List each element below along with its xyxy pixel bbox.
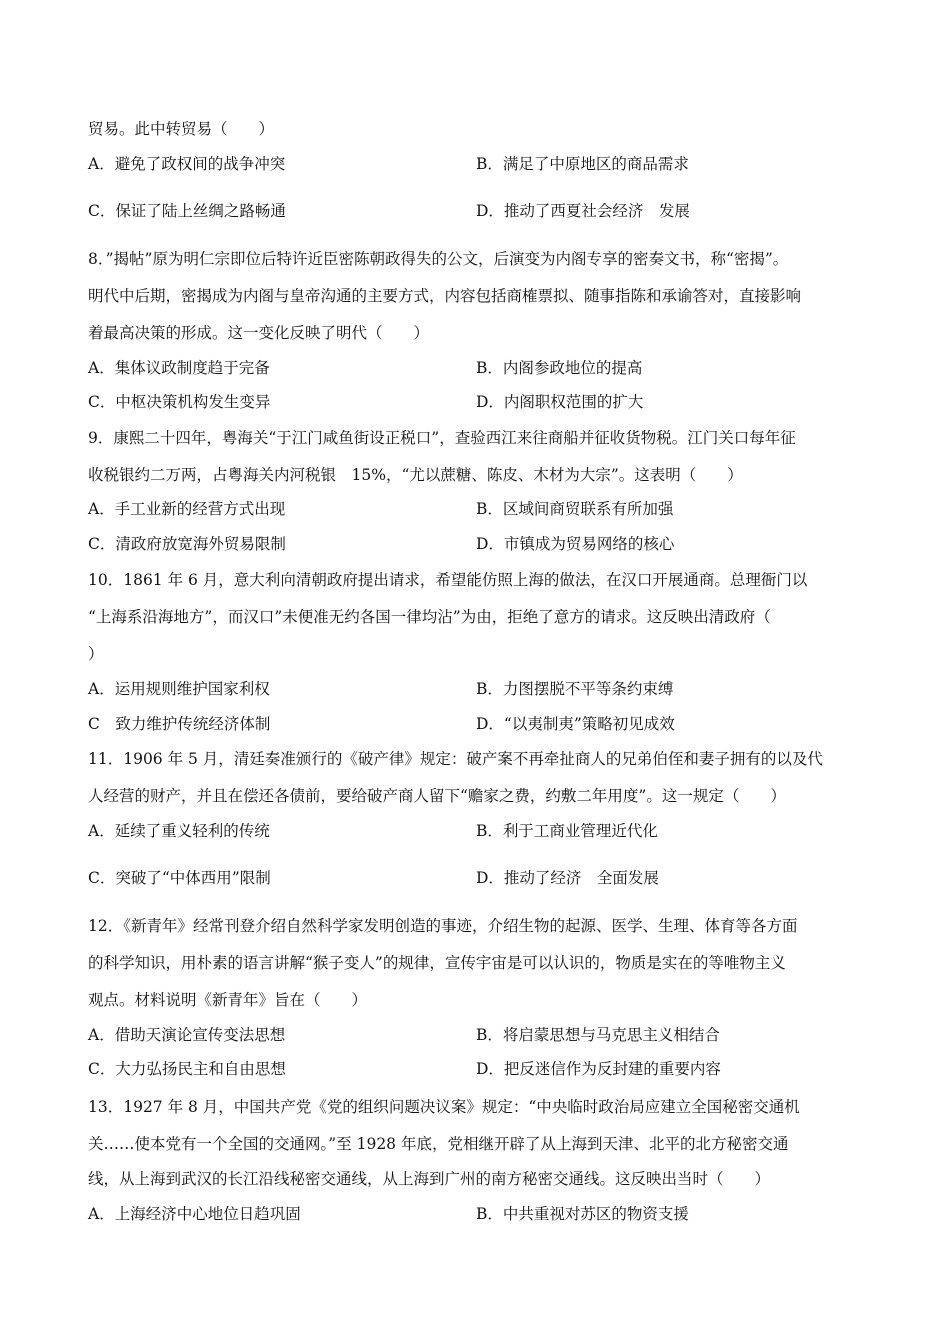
q7-stem-tail: 贸易。此中转贸易（ ） xyxy=(88,120,275,138)
q9-option-b[interactable]: B．区域间商贸联系有所加强 xyxy=(476,500,674,518)
q12-option-b[interactable]: B．将启蒙思想与马克思主义相结合 xyxy=(476,1026,720,1044)
q10-stem-line-1: 10．1861 年 6 月，意大利向清朝政府提出请求，希望能仿照上海的做法，在汉口开展通商。总理衙门以 xyxy=(88,571,808,589)
q11-option-c[interactable]: C．突破了“中体西用”限制 xyxy=(88,869,271,887)
q10-option-c[interactable]: C 致力维护传统经济体制 xyxy=(88,715,271,733)
q8-option-a[interactable]: A．集体议政制度趋于完备 xyxy=(88,359,270,377)
q7-option-c[interactable]: C．保证了陆上丝绸之路畅通 xyxy=(88,202,286,220)
q11-option-a[interactable]: A．延续了重义轻利的传统 xyxy=(88,822,270,840)
q10-stem-line-2: “上海系沿海地方”，而汉口”未便准无约各国一律均沾”为由，拒绝了意方的请求。这反映出清政府（ xyxy=(88,608,771,626)
q11-stem-line-2: 人经营的财产，并且在偿还各债前，要给破产商人留下“赡家之费，约敷二年用度”。这一规定（ ） xyxy=(88,787,786,805)
q13-stem-line-2: 关……使本党有一个全国的交通网。”至 1928 年底，党相继开辟了从上海到天津、北平的北方秘密交通 xyxy=(88,1135,789,1153)
q9-option-c[interactable]: C．清政府放宽海外贸易限制 xyxy=(88,535,286,553)
q9-stem-line-1: 9．康熙二十四年，粤海关“于江门咸鱼街设正税口”，查验西江来往商船并征收货物税。江门关口每年征 xyxy=(88,429,796,447)
q11-option-d[interactable]: D．推动了经济 全面发展 xyxy=(476,869,659,887)
q8-stem-line-3: 着最高决策的形成。这一变化反映了明代（ ） xyxy=(88,324,430,342)
q12-option-a[interactable]: A．借助天演论宣传变法思想 xyxy=(88,1026,286,1044)
q8-option-d[interactable]: D．内阁职权范围的扩大 xyxy=(476,393,644,411)
q11-option-b[interactable]: B．利于工商业管理近代化 xyxy=(476,822,658,840)
q11-stem-line-1: 11．1906 年 5 月，清廷奏准颁行的《破产律》规定：破产案不再牵扯商人的兄弟伯侄和妻子拥有的以及代 xyxy=(88,750,823,768)
q8-stem-line-2: 明代中后期，密揭成为内阁与皇帝沟通的主要方式，内容包括商榷票拟、随事指陈和承谕答对，直接影响 xyxy=(88,287,802,305)
q10-stem-line-3: ） xyxy=(88,645,104,663)
q9-option-a[interactable]: A．手工业新的经营方式出现 xyxy=(88,500,286,518)
q9-option-d[interactable]: D．市镇成为贸易网络的核心 xyxy=(476,535,675,553)
q10-option-b[interactable]: B．力图摆脱不平等条约束缚 xyxy=(476,680,674,698)
q10-option-a[interactable]: A．运用规则维护国家利权 xyxy=(88,680,270,698)
q7-option-a[interactable]: A．避免了政权间的战争冲突 xyxy=(88,155,286,173)
q7-option-b[interactable]: B．满足了中原地区的商品需求 xyxy=(476,155,689,173)
q8-option-b[interactable]: B．内阁参政地位的提高 xyxy=(476,359,643,377)
q13-stem-line-1: 13．1927 年 8 月，中国共产党《党的组织问题决议案》规定：“中央临时政治局应建立全国秘密交通机 xyxy=(88,1098,800,1116)
q12-option-c[interactable]: C．大力弘扬民主和自由思想 xyxy=(88,1060,286,1078)
q8-stem-line-1: 8．”揭帖”原为明仁宗即位后特许近臣密陈朝政得失的公文，后演变为内阁专享的密奏文书，称“密揭”。 xyxy=(88,250,789,268)
q13-option-b[interactable]: B．中共重视对苏区的物资支援 xyxy=(476,1205,689,1223)
q12-stem-line-3: 观点。材料说明《新青年》旨在（ ） xyxy=(88,991,368,1009)
q12-stem-line-2: 的科学知识，用朴素的语言讲解“猴子变人”的规律，宣传宇宙是可以认识的，物质是实在的等唯物主义 xyxy=(88,954,786,972)
q7-option-d[interactable]: D．推动了西夏社会经济 发展 xyxy=(476,202,690,220)
q9-stem-line-2: 收税银约二万两，占粤海关内河税银 15%，“尤以蔗糖、陈皮、木材为大宗”。这表明（ ） xyxy=(88,466,743,484)
q12-stem-line-1: 12．《新青年》经常刊登介绍自然科学家发明创造的事迹，介绍生物的起源、医学、生理、体育等各方面 xyxy=(88,917,798,935)
q13-stem-line-3: 线，从上海到武汉的长江沿线秘密交通线，从上海到广州的南方秘密交通线。这反映出当时（ ） xyxy=(88,1170,771,1188)
q8-option-c[interactable]: C．中枢决策机构发生变异 xyxy=(88,393,271,411)
q12-option-d[interactable]: D．把反迷信作为反封建的重要内容 xyxy=(476,1060,721,1078)
q13-option-a[interactable]: A．上海经济中心地位日趋巩固 xyxy=(88,1205,301,1223)
q10-option-d[interactable]: D．“以夷制夷”策略初见成效 xyxy=(476,715,675,733)
